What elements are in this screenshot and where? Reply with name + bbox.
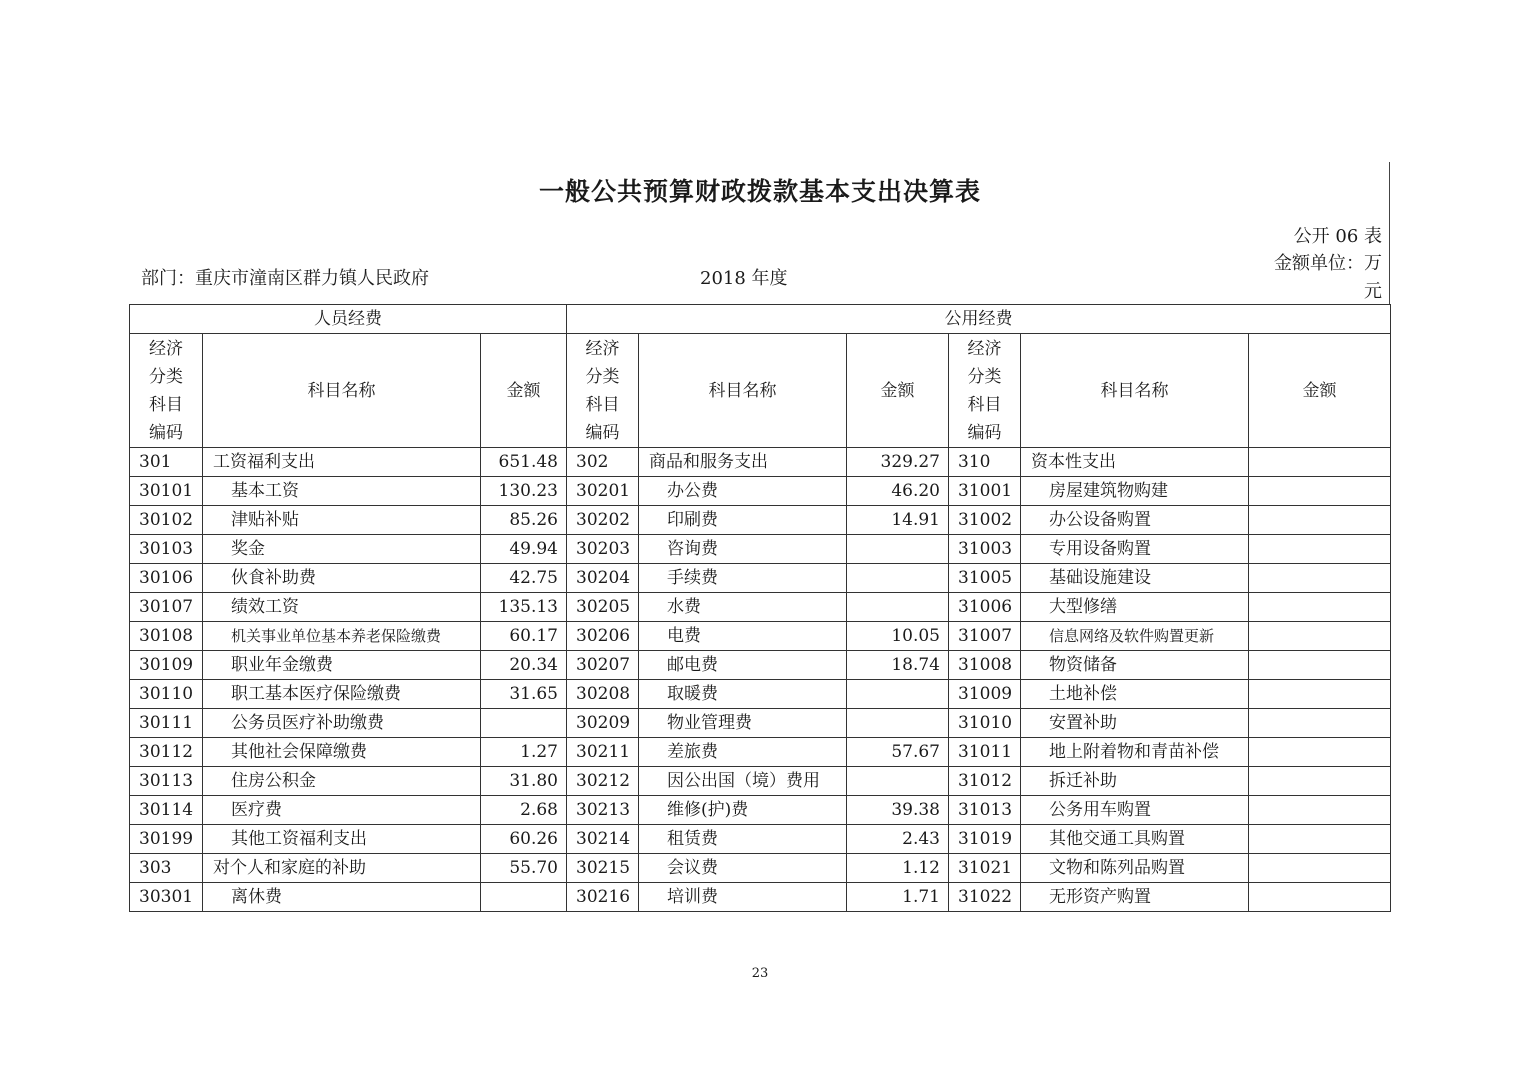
cell-c-code: 31008 bbox=[949, 651, 1021, 680]
cell-c-name: 安置补助 bbox=[1021, 709, 1249, 738]
cell-p-name: 奖金 bbox=[203, 535, 481, 564]
cell-p-name: 机关事业单位基本养老保险缴费 bbox=[203, 622, 481, 651]
cell-p-amt: 60.17 bbox=[481, 622, 567, 651]
cell-g-code: 30204 bbox=[567, 564, 639, 593]
cell-g-code: 30215 bbox=[567, 854, 639, 883]
cell-g-amt: 2.43 bbox=[847, 825, 949, 854]
cell-c-name: 拆迁补助 bbox=[1021, 767, 1249, 796]
department-label: 部门：重庆市潼南区群力镇人民政府 bbox=[141, 268, 429, 289]
cell-p-amt bbox=[481, 883, 567, 912]
cell-c-name: 房屋建筑物购建 bbox=[1021, 477, 1249, 506]
cell-g-name: 手续费 bbox=[639, 564, 847, 593]
cell-g-code: 30203 bbox=[567, 535, 639, 564]
fiscal-year: 2018 年度 bbox=[700, 268, 788, 289]
cell-g-name: 邮电费 bbox=[639, 651, 847, 680]
cell-g-name: 水费 bbox=[639, 593, 847, 622]
cell-g-amt bbox=[847, 564, 949, 593]
cell-p-name: 其他社会保障缴费 bbox=[203, 738, 481, 767]
header-rule bbox=[1389, 162, 1390, 304]
expenditure-table bbox=[129, 304, 1391, 912]
cell-g-amt: 1.12 bbox=[847, 854, 949, 883]
table-row bbox=[130, 564, 1391, 593]
cell-c-name: 信息网络及软件购置更新 bbox=[1021, 622, 1249, 651]
cell-c-code: 31010 bbox=[949, 709, 1021, 738]
header-amount: 金额 bbox=[847, 334, 949, 448]
cell-c-code: 31003 bbox=[949, 535, 1021, 564]
cell-g-name: 咨询费 bbox=[639, 535, 847, 564]
cell-p-name: 基本工资 bbox=[203, 477, 481, 506]
header-name: 科目名称 bbox=[639, 334, 847, 448]
cell-c-name: 公务用车购置 bbox=[1021, 796, 1249, 825]
cell-c-amt bbox=[1249, 564, 1391, 593]
cell-p-code: 30107 bbox=[130, 593, 203, 622]
cell-g-code: 30212 bbox=[567, 767, 639, 796]
cell-g-code: 30207 bbox=[567, 651, 639, 680]
table-row bbox=[130, 535, 1391, 564]
cell-g-amt: 57.67 bbox=[847, 738, 949, 767]
cell-c-amt bbox=[1249, 709, 1391, 738]
header-name: 科目名称 bbox=[1021, 334, 1249, 448]
table-row bbox=[130, 883, 1391, 912]
cell-c-name: 办公设备购置 bbox=[1021, 506, 1249, 535]
cell-p-name: 住房公积金 bbox=[203, 767, 481, 796]
cell-g-code: 30213 bbox=[567, 796, 639, 825]
cell-p-code: 30199 bbox=[130, 825, 203, 854]
table-row bbox=[130, 593, 1391, 622]
cell-p-amt: 42.75 bbox=[481, 564, 567, 593]
cell-c-code: 31005 bbox=[949, 564, 1021, 593]
cell-c-name: 土地补偿 bbox=[1021, 680, 1249, 709]
cell-c-amt bbox=[1249, 680, 1391, 709]
cell-c-amt bbox=[1249, 738, 1391, 767]
cell-g-amt bbox=[847, 767, 949, 796]
cell-g-name: 商品和服务支出 bbox=[639, 448, 847, 477]
cell-g-name: 电费 bbox=[639, 622, 847, 651]
cell-p-amt: 60.26 bbox=[481, 825, 567, 854]
cell-c-amt bbox=[1249, 767, 1391, 796]
cell-c-name: 专用设备购置 bbox=[1021, 535, 1249, 564]
cell-g-name: 物业管理费 bbox=[639, 709, 847, 738]
cell-c-name: 大型修缮 bbox=[1021, 593, 1249, 622]
table-row bbox=[130, 796, 1391, 825]
cell-g-name: 会议费 bbox=[639, 854, 847, 883]
cell-g-name: 维修(护)费 bbox=[639, 796, 847, 825]
cell-p-name: 医疗费 bbox=[203, 796, 481, 825]
table-row bbox=[130, 651, 1391, 680]
cell-g-code: 30208 bbox=[567, 680, 639, 709]
table-row bbox=[130, 854, 1391, 883]
cell-p-code: 30111 bbox=[130, 709, 203, 738]
cell-c-code: 31019 bbox=[949, 825, 1021, 854]
amount-unit-line2: 元 bbox=[1364, 281, 1382, 302]
table-row bbox=[130, 448, 1391, 477]
cell-g-amt: 46.20 bbox=[847, 477, 949, 506]
cell-p-name: 其他工资福利支出 bbox=[203, 825, 481, 854]
cell-g-amt: 18.74 bbox=[847, 651, 949, 680]
cell-p-name: 离休费 bbox=[203, 883, 481, 912]
cell-p-name: 公务员医疗补助缴费 bbox=[203, 709, 481, 738]
cell-p-name: 对个人和家庭的补助 bbox=[203, 854, 481, 883]
cell-c-amt bbox=[1249, 883, 1391, 912]
cell-g-code: 30209 bbox=[567, 709, 639, 738]
cell-g-code: 30214 bbox=[567, 825, 639, 854]
cell-p-amt: 55.70 bbox=[481, 854, 567, 883]
header-name: 科目名称 bbox=[203, 334, 481, 448]
cell-p-amt bbox=[481, 709, 567, 738]
cell-g-amt: 14.91 bbox=[847, 506, 949, 535]
cell-g-amt: 39.38 bbox=[847, 796, 949, 825]
header-amount: 金额 bbox=[1249, 334, 1391, 448]
cell-c-amt bbox=[1249, 535, 1391, 564]
cell-c-amt bbox=[1249, 796, 1391, 825]
cell-c-amt bbox=[1249, 854, 1391, 883]
cell-c-code: 31013 bbox=[949, 796, 1021, 825]
cell-c-code: 31011 bbox=[949, 738, 1021, 767]
section-public: 公用经费 bbox=[567, 305, 1391, 334]
cell-p-code: 30103 bbox=[130, 535, 203, 564]
cell-p-code: 30114 bbox=[130, 796, 203, 825]
cell-c-code: 31012 bbox=[949, 767, 1021, 796]
form-number: 公开 06 表 bbox=[1293, 226, 1382, 247]
table-row bbox=[130, 709, 1391, 738]
cell-p-amt: 1.27 bbox=[481, 738, 567, 767]
cell-g-name: 办公费 bbox=[639, 477, 847, 506]
cell-g-code: 30216 bbox=[567, 883, 639, 912]
cell-p-code: 30110 bbox=[130, 680, 203, 709]
cell-c-code: 31002 bbox=[949, 506, 1021, 535]
column-header-row bbox=[130, 334, 1391, 448]
cell-c-name: 基础设施建设 bbox=[1021, 564, 1249, 593]
cell-g-name: 培训费 bbox=[639, 883, 847, 912]
cell-p-code: 30109 bbox=[130, 651, 203, 680]
cell-p-name: 职业年金缴费 bbox=[203, 651, 481, 680]
cell-p-code: 30102 bbox=[130, 506, 203, 535]
cell-c-code: 31021 bbox=[949, 854, 1021, 883]
amount-unit bbox=[1242, 250, 1382, 306]
cell-g-amt bbox=[847, 593, 949, 622]
cell-p-amt: 651.48 bbox=[481, 448, 567, 477]
amount-unit-line1: 金额单位：万 bbox=[1274, 253, 1382, 274]
cell-c-amt bbox=[1249, 825, 1391, 854]
cell-p-code: 30112 bbox=[130, 738, 203, 767]
cell-c-name: 物资储备 bbox=[1021, 651, 1249, 680]
cell-c-name: 其他交通工具购置 bbox=[1021, 825, 1249, 854]
cell-g-code: 30211 bbox=[567, 738, 639, 767]
header-code: 经济分类科目编码 bbox=[567, 334, 639, 448]
cell-p-name: 工资福利支出 bbox=[203, 448, 481, 477]
header-code: 经济分类科目编码 bbox=[949, 334, 1021, 448]
cell-p-name: 职工基本医疗保险缴费 bbox=[203, 680, 481, 709]
cell-g-code: 30206 bbox=[567, 622, 639, 651]
cell-g-amt bbox=[847, 680, 949, 709]
cell-g-name: 取暖费 bbox=[639, 680, 847, 709]
cell-c-name: 资本性支出 bbox=[1021, 448, 1249, 477]
table-row bbox=[130, 738, 1391, 767]
cell-c-amt bbox=[1249, 448, 1391, 477]
cell-p-code: 30301 bbox=[130, 883, 203, 912]
cell-c-amt bbox=[1249, 506, 1391, 535]
header-code: 经济分类科目编码 bbox=[130, 334, 203, 448]
cell-g-amt: 329.27 bbox=[847, 448, 949, 477]
cell-p-amt: 135.13 bbox=[481, 593, 567, 622]
cell-p-name: 绩效工资 bbox=[203, 593, 481, 622]
table-row bbox=[130, 680, 1391, 709]
cell-p-code: 303 bbox=[130, 854, 203, 883]
cell-p-amt: 130.23 bbox=[481, 477, 567, 506]
cell-c-amt bbox=[1249, 651, 1391, 680]
cell-g-name: 印刷费 bbox=[639, 506, 847, 535]
section-header-row bbox=[130, 305, 1391, 334]
cell-c-code: 31001 bbox=[949, 477, 1021, 506]
cell-p-code: 30113 bbox=[130, 767, 203, 796]
cell-g-amt bbox=[847, 709, 949, 738]
cell-p-code: 301 bbox=[130, 448, 203, 477]
table-row bbox=[130, 506, 1391, 535]
cell-p-name: 伙食补助费 bbox=[203, 564, 481, 593]
section-personnel: 人员经费 bbox=[130, 305, 567, 334]
cell-p-code: 30106 bbox=[130, 564, 203, 593]
cell-g-code: 302 bbox=[567, 448, 639, 477]
cell-c-name: 无形资产购置 bbox=[1021, 883, 1249, 912]
cell-g-amt: 10.05 bbox=[847, 622, 949, 651]
cell-p-amt: 31.65 bbox=[481, 680, 567, 709]
cell-c-amt bbox=[1249, 477, 1391, 506]
cell-g-name: 租赁费 bbox=[639, 825, 847, 854]
cell-c-name: 地上附着物和青苗补偿 bbox=[1021, 738, 1249, 767]
cell-g-code: 30202 bbox=[567, 506, 639, 535]
cell-g-amt: 1.71 bbox=[847, 883, 949, 912]
cell-g-code: 30201 bbox=[567, 477, 639, 506]
table-row bbox=[130, 825, 1391, 854]
cell-c-code: 310 bbox=[949, 448, 1021, 477]
report-title: 一般公共预算财政拨款基本支出决算表 bbox=[538, 177, 981, 206]
cell-c-amt bbox=[1249, 622, 1391, 651]
cell-p-code: 30101 bbox=[130, 477, 203, 506]
cell-p-name: 津贴补贴 bbox=[203, 506, 481, 535]
cell-p-code: 30108 bbox=[130, 622, 203, 651]
cell-c-code: 31007 bbox=[949, 622, 1021, 651]
cell-p-amt: 20.34 bbox=[481, 651, 567, 680]
table-row bbox=[130, 767, 1391, 796]
table-row bbox=[130, 477, 1391, 506]
cell-p-amt: 31.80 bbox=[481, 767, 567, 796]
cell-c-code: 31006 bbox=[949, 593, 1021, 622]
cell-p-amt: 49.94 bbox=[481, 535, 567, 564]
page-number: 23 bbox=[751, 966, 769, 981]
header-amount: 金额 bbox=[481, 334, 567, 448]
cell-c-code: 31009 bbox=[949, 680, 1021, 709]
cell-g-amt bbox=[847, 535, 949, 564]
cell-g-name: 因公出国（境）费用 bbox=[639, 767, 847, 796]
cell-p-amt: 85.26 bbox=[481, 506, 567, 535]
cell-g-name: 差旅费 bbox=[639, 738, 847, 767]
cell-c-name: 文物和陈列品购置 bbox=[1021, 854, 1249, 883]
cell-c-code: 31022 bbox=[949, 883, 1021, 912]
cell-p-amt: 2.68 bbox=[481, 796, 567, 825]
cell-c-amt bbox=[1249, 593, 1391, 622]
cell-g-code: 30205 bbox=[567, 593, 639, 622]
table-row bbox=[130, 622, 1391, 651]
